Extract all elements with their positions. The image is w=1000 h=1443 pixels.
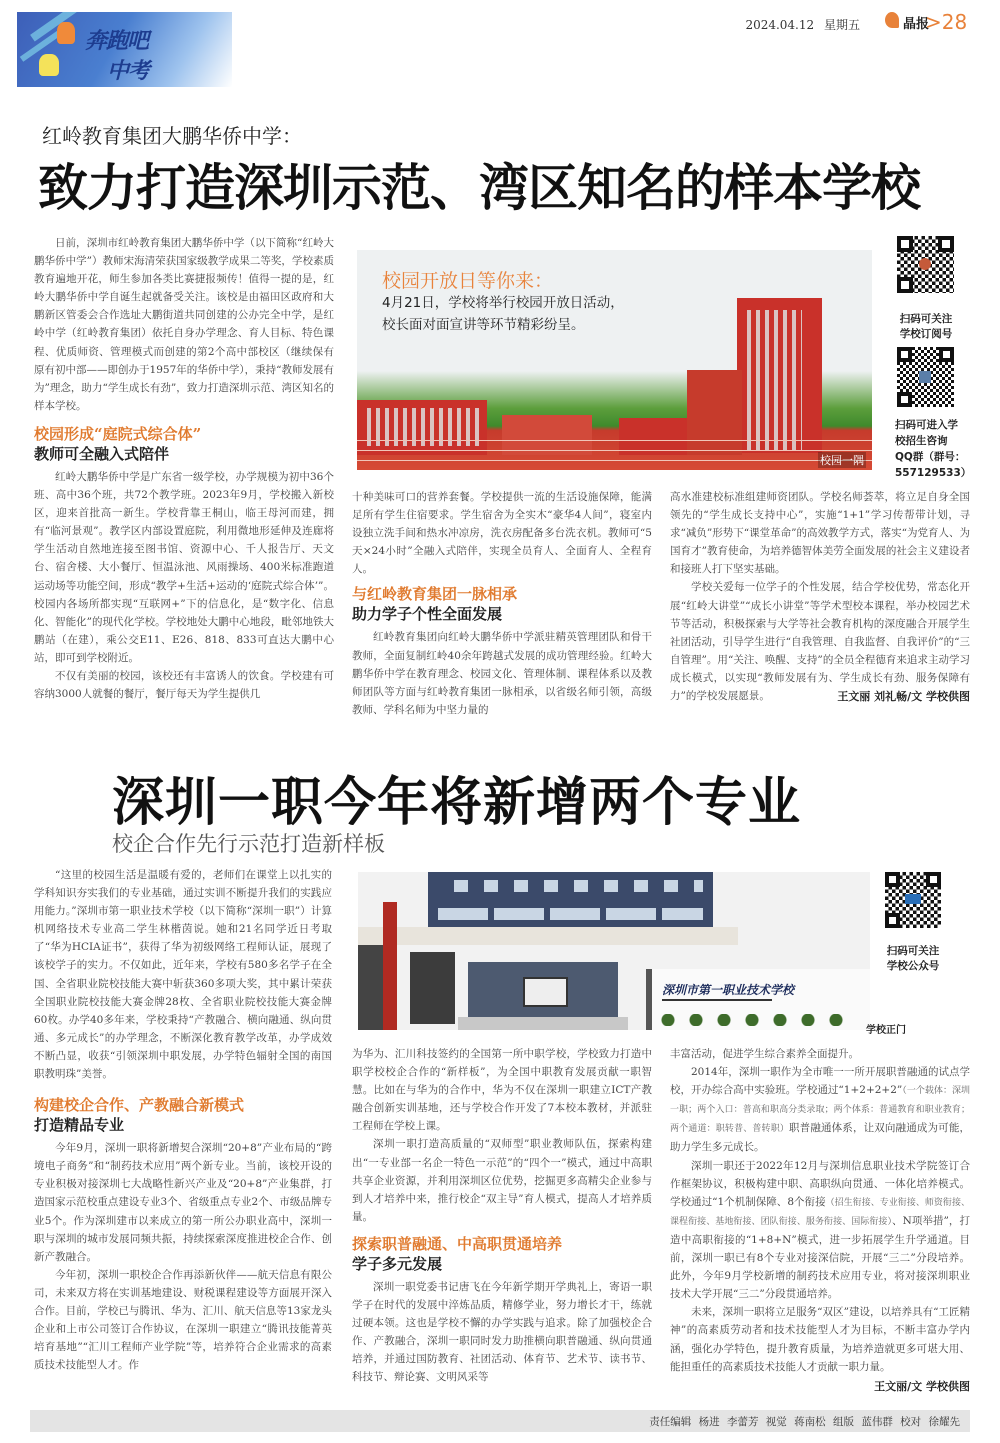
article1-byline: 王文丽 刘礼畅/文 学校供图 [837,690,970,704]
open-day-title: 校园开放日等你来： [382,270,554,292]
display-board [523,977,568,1007]
windows-row [438,880,703,892]
article1-s1-p2a: 不仅有美丽的校园，该校还有丰富诱人的饮食。学校建有可容纳3000人就餐的餐厅，餐厅每天为学生提供几 [34,669,334,701]
column-banner [17,12,232,87]
section-title-black: 学子多元发展 [352,1254,443,1273]
article1-s2-p1a: 红岭教育集团向红岭大鹏华侨中学派驻精英管理团队和骨干教师，全面复制红岭40余年跨越式发展的成功管理经验。红岭大鹏华侨中学在教育理念、校园文化、管理体制、课程体系以及教师团队等方面与红岭教育集团一脉相承，以省级名师引领，高级教师、学科名师为中坚力量的 [352,631,652,716]
article1-s1-p1: 红岭大鹏华侨中学是广东省一级学校，办学规模为初中36个班、高中36个班，共72个教学班。2023年9月，学校搬入新校区，迎来首批高一新生。学校背靠王桐山，临王母河而建，拥有“临河景观”。教学区内部设置庭院，利用微地形延伸及连廊将学生活动自然地连接至图书馆、资源中心、千人报告厅、天文台、宿舍楼、大小餐厅、恒温泳池、风雨操场、400米标准跑道运动场等功能空间，形成“教学+生活+运动的‘庭院式综合体’”。校园内各场所都实现“互联网+”下的信息化，是“数字化、信息化、智能化”的现代化学校。学校地处大鹏中心地段，毗邻地铁大鹏站（在建），乘公交E11、E26、818、833可直达大鹏中心站，即可到学校附近。 [34,470,334,664]
article2-s2-p3 [670,1157,970,1304]
qr3-label-line: 学校公众号 [886,960,940,972]
qr-code-qq-group[interactable] [897,347,954,407]
page-number: >28 [925,10,968,34]
windows-row [438,908,703,920]
sign-english-line [662,999,772,1001]
qr-code-subscription[interactable] [897,236,954,293]
article2-s1-p2a: 今年初，深圳一职校企合作再添新伙伴——航天信息有限公司，未来双方将在实训基地建设、财税课程建设等方面展开深入合作。目前，学校已与腾讯、华为、汇川、航天信息等13家龙头企业和上市公司签订合作协议，在深圳一职建立“腾讯技能菁英培育基地”“汇川工程师产业学院”等，培养符合企业需求的高素质技术技能型人才。作 [34,1268,332,1372]
p3-note: （招生衔接、专业衔接、师资衔接、课程衔接、基地衔接、团队衔接、服务衔接、国际衔接） [670,1197,970,1227]
p2-main: 2014年，深圳一职作为全市唯一一所开展职普融通的试点学校，开办综合高中实验班。学校通过“1+2+2+2” [670,1066,970,1097]
red-pillar [383,902,397,1030]
qr1-label-line: 学校订阅号 [899,328,953,340]
qr-code-official-account[interactable] [885,872,941,928]
article2-s2-p4: 未来，深圳一职将立足服务“双区”建设，以培养具有“工匠精神”的高素质劳动者和技术技能型人才为目标，不断丰富办学内涵，强化办学特色，提升教育质量，为培养造就更多可堪大用、能担重任的高素质技术技能人才贡献一职力量。 [670,1306,970,1373]
p2-note: （一个载体：深圳一职；两个入口：普高和职高分类录取；两个体系：普通教育和职业教育；两个通道：职转普、普转职） [670,1086,970,1135]
paper-logo-icon [885,12,899,28]
ground [458,1017,628,1030]
open-day-body [382,292,682,336]
canopy [358,927,738,945]
p2-end: 职普融通体系，让双向融通成为可能，助力学生多元成长。 [670,1122,970,1154]
article2-section1-heading [34,1095,332,1135]
article2-column2 [352,1045,652,1387]
p3-main: 深圳一职还于2022年12月与深圳信息职业技术学院签订合作框架协议，积极构建中职、高职纵向贯通、一体化培养模式。学校通过“1个机制保障、8个衔接 [670,1159,970,1208]
article1-section2-heading [352,584,652,624]
qr2-label-line: QQ群（群号： [895,451,966,463]
article1-column2 [352,488,652,719]
article1-column3 [670,488,970,704]
paper-logo-text: 晶报 [903,17,930,32]
tower-windows [742,310,802,450]
photo-caption: 学校正门 [866,1025,906,1036]
school-gate-photo [358,872,870,1030]
weekday: 星期五 [823,18,860,32]
article2-s2-p2 [670,1063,970,1156]
track-lane [357,450,872,451]
building-wing [687,370,742,455]
article1-headline: 致力打造深圳示范、湾区知名的样本学校 [38,158,920,217]
school-logo-icon [905,894,921,904]
building-mid [502,415,592,455]
banner-title-line2: 中考 [107,59,150,84]
section-title-orange: 探索职普融通、中高职贯通培养 [352,1234,563,1253]
qr-finder [885,872,900,887]
qr-finder [885,913,900,928]
date: 2024.04.12 [745,18,815,32]
article2-headline: 深圳一职今年将新增两个专业 [112,772,802,833]
guard-booth [410,952,455,1024]
article2-s1-p2b: 为华为、汇川科技签约的全国第一所中职学校，学校致力打造中职学校校企合作的“新样板”，为全国中职教育发展贡献一职智慧。比如在与华为的合作中，华为不仅在深圳一职建立ICT产教融合创新实训基地，还与学校合作开发了7本校本教材，并派驻工程师在学校上课。 [352,1048,652,1133]
open-day-line1: 4月21日，学校将举行校园开放日活动， [382,295,624,311]
article1-intro-column [34,234,334,703]
qr3-label [880,944,946,974]
article1-s2-p1b: 高水准建校标准组建师资团队。学校名师荟萃，将立足自身全国领先的“学生成长支持中心”，实施“1+1”学习传帮带计划，寻求“减负”形势下“课堂革命”的高效教学方式，落实“为党育人、为国育才”教育使命，为培养德智体美劳全面发展的社会主义建设者和接班人打下坚实基础。 [670,491,970,576]
qr1-label-line: 扫码可关注 [899,313,953,325]
qr-finder [897,236,913,252]
open-day-line2: 校长面对面宣讲等环节精彩纷呈。 [382,317,585,333]
article2-s1-p1: 今年9月，深圳一职将新增契合深圳“20+8”产业布局的“跨境电子商务”和“制药技术应用”两个新专业。当前，该校开设的专业积极对接深圳七大战略性新兴产业及“20+8”产业集群，打造国家示范校重点建设专业3个、省级重点专业2个、市级品牌专业5个。作为深圳建市以来成立的第一所公办职业高中，深圳一职与深圳的城市发展同频共振，持续探索深度推进校企合作、创新产教融合。 [34,1142,332,1263]
article1-intro: 日前，深圳市红岭教育集团大鹏华侨中学（以下简称“红岭大鹏华侨中学”）教师宋海清荣获国家级教学成果二等奖，学校素质教育遍地开花，师生参加各类比赛捷报频传！值得一提的是，红岭大鹏华侨中学自诞生起就备受关注。该校是由福田区政府和大鹏新区管委会合作选址大鹏街道共同创建的公办完全中学，是红岭中学（红岭教育集团）依托自身办学理念、育人目标、特色课程、优质师资、管理模式而创建的第2个高中部校区（继续保有原有初中部——即创办于1957年的华侨中学），秉持“教师发展有为”理念，助力“学生成长有劲”，致力打造深圳示范、湾区知名的样本学校。 [34,237,334,412]
article1-kicker: 红岭教育集团大鹏华侨中学： [42,124,302,148]
section-title-orange: 校园形成“庭院式综合体” [34,424,202,443]
dateline [745,16,860,33]
qr2-label [895,417,973,481]
graduation-cap-icon [919,371,931,383]
school-sign-wall [646,969,870,1030]
qr1-label [893,312,959,342]
article2-section2-heading [352,1234,652,1274]
section-title-black: 打造精品专业 [34,1116,125,1135]
qr-finder [939,347,954,362]
school-emblem-icon [919,258,931,270]
runner-illustration [57,22,75,44]
article2-byline: 王文丽/文 学校供图 [874,1379,970,1393]
qr-finder [897,347,912,362]
qr3-label-line: 扫码可关注 [886,945,940,957]
qr2-label-line: 扫码可进入学 [895,419,958,431]
article1-s1-p2b: 十种美味可口的营养套餐。学校提供一流的生活设施保障，能满足所有学生住宿要求。学生宿舍为全实木“豪华4人间”，寝室内设独立洗手间和热水冲凉房，洗衣房配备多台洗衣机。教师可“5天×24小时”全融入式陪伴，实现全员育人、全面育人、全程育人。 [352,491,652,576]
track-lane [357,460,872,461]
qr-finder [897,392,912,407]
section-title-black: 教师可全融入式陪伴 [34,444,170,463]
banner-title-line1: 奔跑吧 [85,29,149,54]
gate-wall [358,945,383,1030]
track-lane [357,440,872,441]
article2-s1-p3: 深圳一职打造高质量的“双师型”职业教师队伍，探索构建出“一专业部一名企一特色一示范”的“四个一”模式，通过中高职共享企业资源，并利用深圳区位优势，挖掘更多高精尖企业参与到人才培养中来，推行校企“双主导”育人模式，提高人才培养质量。 [352,1138,652,1223]
section-title-orange: 构建校企合作、产教融合新模式 [34,1096,245,1115]
article1-section1-heading [34,424,334,464]
section-title-orange: 与红岭教育集团一脉相承 [352,585,518,604]
qr2-label-line: 557129533） [895,467,972,479]
article2-intro: “这里的校园生活是温暖有爱的，老师们在课堂上以扎实的学科知识夯实我们的专业基础，通过实训不断提升我们的实践应用能力。”深圳市第一职业技术学校（以下简称“深圳一职”）计算机网络技术专业高二学生林楷茵说。她和21名同学近日考取了“华为HCIA证书”，获得了华为初级网络工程师认证，展现了该校学子的实力。不仅如此，近年来，学校有580多名学子在全国、全省职业院校技能大赛中斩获360多项大奖，其中累计荣获全国职业院校技能大赛金牌28枚、全省职业院校技能大赛金牌60枚。办学40多年来，学校秉持“产教融合、横向融通、纵向贯通、多元成长”的办学理念，不断深化教育教学改革，办学成效不断凸显，收获“引领深圳中职发展，办学特色辐射全国的南国职教明珠”美誉。 [34,869,332,1081]
article2-s2-p1b: 丰富活动，促进学生综合素养全面提升。 [670,1048,859,1060]
p3-end: 、N项举措”，打造中高职衔接的“1+8+N”模式，进一步拓展学生升学通道。目前，深圳一职已有8个专业对接深信院，开展“三二”分段培养。此外，今年9月学校新增的制药技术应用专业，将对接深圳职业技术大学开展“三二”分段贯通培养。 [670,1214,970,1301]
hedge-plants [658,1014,853,1026]
qr-finder [938,236,954,252]
article1-s2-p2: 学校关爱每一位学子的个性发展，结合学校优势，常态化开展“红岭大讲堂”“成长小讲堂”等学术型校本课程，举办校园艺术节等活动，积极探索与大学等社会教育机构的深度融合开展学生社团活动，引导学生进行“自我管理、自我监督、自我评价”的“三自管理”。用“关注、唤醒、支持”的全员全程德育来追求主动学习成长模式，以实现“教师发展有为、学生成长有劲、服务保障有力”的学校发展愿景。 [670,581,970,703]
section-title-black: 助力学子个性全面发展 [352,605,503,624]
editorial-credits: 责任编辑 杨进 李蕾芳 视觉 蒋南松 组版 蓝伟群 校对 徐耀先 [649,1416,960,1428]
article2-s2-p1a: 深圳一职党委书记唐飞在今年新学期开学典礼上，寄语一职学子在时代的发展中淬炼品质，精修学业，努力增长才干，练就过硬本领。这也是学校不懈的办学实践与追求。除了加强校企合作、产教融合，深圳一职同时发力助推横向职普融通、纵向贯通培养，并通过国防教育、社团活动、体育节、艺术节、读书节、科技节、辩论赛、文明风采等 [352,1280,652,1384]
photo-caption: 校园一隅 [820,454,864,467]
article2-column1 [34,866,332,1374]
article2-column3 [670,1045,970,1394]
qr-finder [926,872,941,887]
article2-subhead: 校企合作先行示范打造新样板 [112,832,385,856]
qr2-label-line: 校招生咨询 [895,435,948,447]
school-sign-text: 深圳市第一职业技术学校 [662,983,795,997]
runner-illustration [39,54,59,76]
qr-finder [897,277,913,293]
